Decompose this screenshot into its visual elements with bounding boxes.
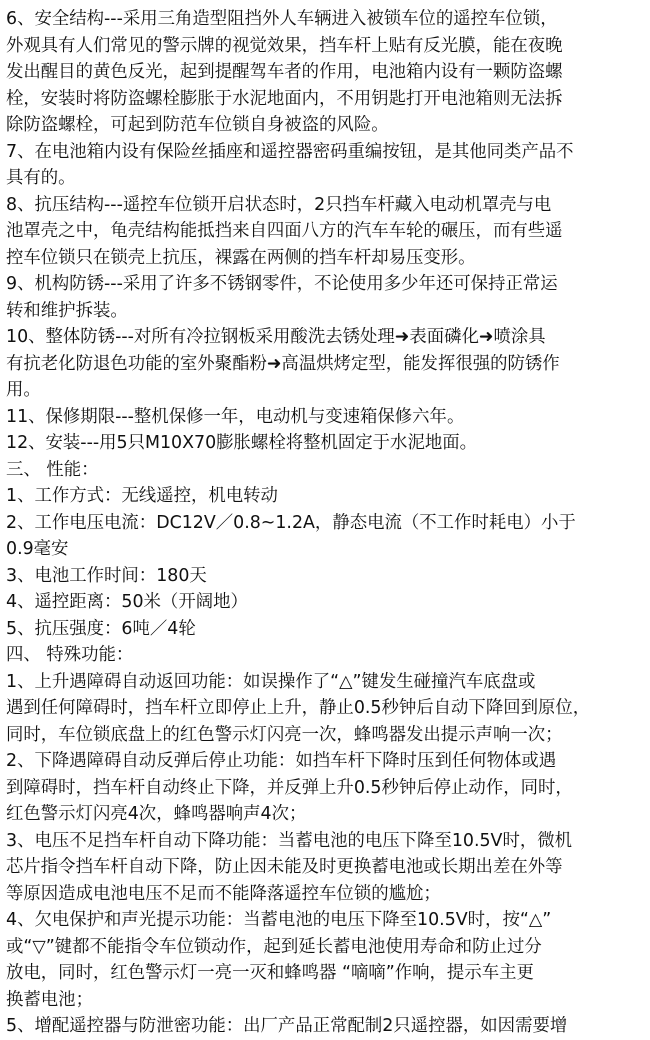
text-line: 9、机构防锈---采用了许多不锈钢零件，不论使用多少年还可保持正常运: [6, 274, 558, 294]
text-line: 发出醒目的黄色反光，起到提醒驾车者的作用，电池箱内设有一颗防盗螺: [6, 62, 563, 82]
text-line: 4、欠电保护和声光提示功能：当蓄电池的电压下降至10.5V时，按“△”: [6, 910, 552, 930]
text-line: 遇到任何障碍时，挡车杆立即停止上升，静止0.5秒钟后自动下降回到原位，: [6, 698, 591, 718]
text-line: 芯片指令挡车杆自动下降，防止因未能及时更换蓄电池或长期出差在外等: [6, 857, 563, 877]
text-line: 或“▽”键都不能指令车位锁动作，起到延长蓄电池使用寿命和防止过分: [6, 936, 542, 957]
text-line: 3、电池工作时间：180天: [6, 565, 207, 586]
text-line: 转和维护拆装。: [6, 300, 128, 321]
text-line: 2、下降遇障碍自动反弹后停止功能：如挡车杆下降时压到任何物体或遇: [6, 751, 557, 771]
text-line: 具有的。: [6, 168, 76, 188]
text-line: 同时，车位锁底盘上的红色警示灯闪亮一次，蜂鸣器发出提示声响一次；: [6, 724, 563, 745]
text-line: 11、保修期限---整机保修一年，电动机与变速箱保修六年。: [6, 406, 465, 427]
section-heading: 三、 性能：: [6, 459, 99, 480]
text-line: 8、抗压结构---遥控车位锁开启状态时，2只挡车杆藏入电动机罩壳与电: [6, 194, 552, 215]
text-line: 除防盗螺栓，可起到防范车位锁自身被盗的风险。: [6, 115, 389, 135]
text-line: 用。: [6, 380, 41, 400]
text-line: 5、抗压强度：6吨／4轮: [6, 618, 196, 639]
text-line: 6、安全结构---采用三角造型阻挡外人车辆进入被锁车位的遥控车位锁，: [6, 9, 558, 29]
text-line: 有抗老化防退色功能的室外聚酯粉➜高温烘烤定型，能发挥很强的防锈作: [6, 353, 560, 374]
text-line: 外观具有人们常见的警示牌的视觉效果，挡车杆上贴有反光膜，能在夜晚: [6, 35, 563, 56]
text-line: 等原因造成电池电压不足而不能降落遥控车位锁的尴尬；: [6, 883, 441, 904]
text-line: 2、工作电压电流：DC12V／0.8~1.2A，静态电流（不工作时耗电）小于: [6, 512, 576, 533]
text-line: 4、遥控距离：50米（开阔地）: [6, 592, 248, 612]
section-heading: 四、 特殊功能：: [6, 645, 134, 665]
text-line: 12、安装---用5只M10X70膨胀螺栓将整机固定于水泥地面。: [6, 433, 478, 453]
text-line: 1、上升遇障碍自动返回功能：如误操作了“△”键发生碰撞汽车底盘或: [6, 671, 536, 692]
text-line: 换蓄电池；: [6, 989, 93, 1010]
text-line: 池罩壳之中，龟壳结构能抵挡来自四面八方的汽车车轮的碾压，而有些遥: [6, 221, 563, 241]
text-line: 栓，安装时将防盗螺栓膨胀于水泥地面内，不用钥匙打开电池箱则无法拆: [6, 88, 563, 109]
text-line: 放电，同时，红色警示灯一亮一灭和蜂鸣器 “嘀嘀”作响，提示车主更: [6, 963, 534, 983]
text-line: 3、电压不足挡车杆自动下降功能：当蓄电池的电压下降至10.5V时，微机: [6, 830, 573, 851]
text-line: 5、增配遥控器与防泄密功能：出厂产品正常配制2只遥控器，如因需要增: [6, 1016, 568, 1036]
text-line: 10、整体防锈---对所有冷拉钢板采用酸洗去锈处理➜表面磷化➜喷涂具: [6, 327, 546, 347]
spec-document: [6, 6, 646, 1040]
text-line: 7、在电池箱内设有保险丝插座和遥控器密码重编按钮，是其他同类产品不: [6, 141, 574, 162]
text-line: 1、工作方式：无线遥控，机电转动: [6, 486, 278, 506]
text-line: 到障碍时，挡车杆自动终止下降，并反弹上升0.5秒钟后停止动作，同时，: [6, 777, 573, 798]
text-line: 控车位锁只在锁壳上抗压，裸露在两侧的挡车杆却易压变形。: [6, 247, 476, 268]
text-line: 红色警示灯闪亮4次，蜂鸣器响声4次；: [6, 804, 307, 824]
text-line: 0.9毫安: [6, 539, 69, 559]
